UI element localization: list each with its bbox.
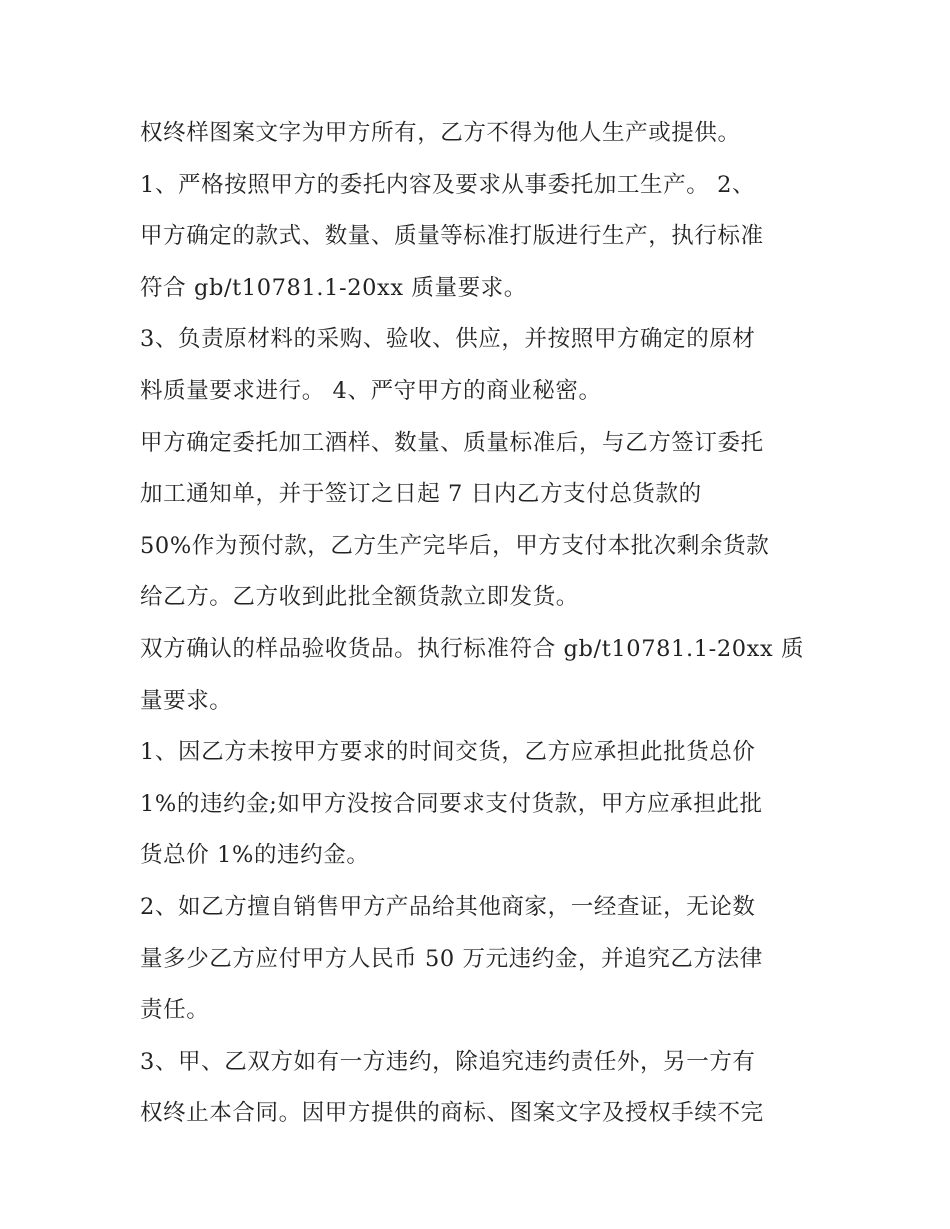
text-line: 1、因乙方未按甲方要求的时间交货，乙方应承担此批货总价: [140, 739, 756, 766]
text-line: 权终止本合同。因甲方提供的商标、图案文字及授权手续不完: [140, 1100, 764, 1127]
text-line: 3、负责原材料的采购、验收、供应，并按照甲方确定的原材: [140, 326, 756, 353]
text-line: 50%作为预付款，乙方生产完毕后，甲方支付本批次剩余货款: [140, 532, 770, 559]
text-line: 甲方确定的款式、数量、质量等标准打版进行生产，执行标准: [140, 223, 764, 250]
text-line: 符合 gb/t10781.1-20xx 质量要求。: [140, 274, 527, 301]
text-line: 量多少乙方应付甲方人民币 50 万元违约金，并追究乙方法律: [140, 945, 763, 972]
text-line: 1%的违约金;如甲方没按合同要求支付货款，甲方应承担此批: [140, 790, 763, 817]
text-line: 1、严格按照甲方的委托内容及要求从事委托加工生产。 2、: [140, 171, 756, 198]
contract-text: [140, 108, 830, 1140]
text-line: 双方确认的样品验收货品。执行标准符合 gb/t10781.1-20xx 质: [140, 635, 805, 662]
text-line: 甲方确定委托加工酒样、数量、质量标准后，与乙方签订委托: [140, 429, 764, 456]
text-line: 责任。: [140, 997, 210, 1024]
text-line: 料质量要求进行。 4、严守甲方的商业秘密。: [140, 377, 602, 404]
text-line: 量要求。: [140, 687, 233, 714]
text-line: 3、甲、乙双方如有一方违约，除追究违约责任外，另一方有: [140, 1048, 756, 1075]
text-line: 权终样图案文字为甲方所有，乙方不得为他人生产或提供。: [140, 120, 741, 146]
text-line: 加工通知单，并于签订之日起 7 日内乙方支付总货款的: [140, 481, 702, 508]
text-line: 货总价 1%的违约金。: [140, 842, 370, 869]
text-line: 给乙方。乙方收到此批全额货款立即发货。: [140, 584, 579, 611]
text-line: 2、如乙方擅自销售甲方产品给其他商家，一经查证，无论数: [140, 893, 756, 920]
